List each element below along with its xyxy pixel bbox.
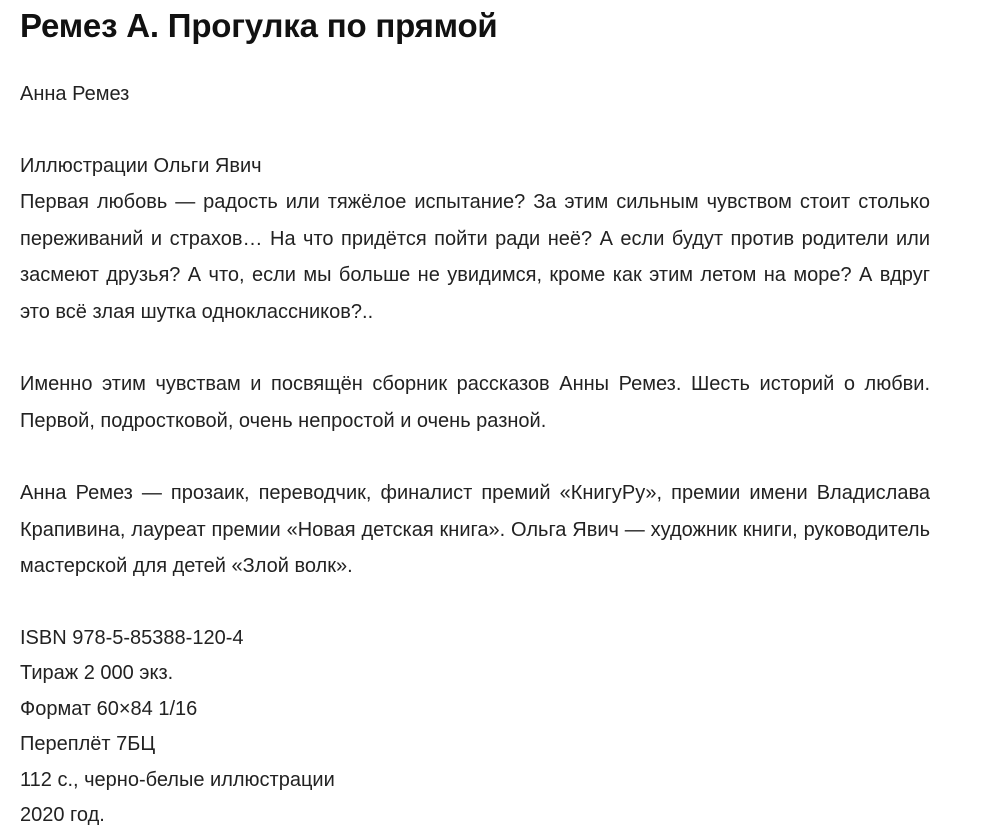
description-paragraph-1: Первая любовь — радость или тяжёлое испытание? За этим сильным чувством стоит столько переживаний и страхов… На что придётся пойти ради неё? А если будут против родители или засмеют друзья? А что, если мы больше не увидимся, кроме как этим летом на море? А вдруг это всё злая шутка одноклассников?.. [20,184,930,330]
publication-year: 2020 год. [20,798,930,834]
isbn: ISBN 978-5-85388-120-4 [20,621,930,657]
page-count: 112 с., черно-белые иллюстрации [20,763,930,799]
illustrator-credit: Иллюстрации Ольги Явич [20,148,930,184]
binding: Переплёт 7БЦ [20,727,930,763]
print-run: Тираж 2 000 экз. [20,656,930,692]
page-title: Ремез А. Прогулка по прямой [20,0,930,46]
author-name: Анна Ремез [20,76,930,112]
publication-details [20,621,930,834]
description-paragraph-2: Именно этим чувствам и посвящён сборник рассказов Анны Ремез. Шесть историй о любви. Первой, подростковой, очень непростой и очень разной. [20,366,930,439]
description-paragraph-3: Анна Ремез — прозаик, переводчик, финалист премий «КнигуРу», премии имени Владислава Крапивина, лауреат премии «Новая детская книга». Ольга Явич — художник книги, руководитель мастерской для детей «Злой волк». [20,475,930,585]
format: Формат 60×84 1/16 [20,692,930,728]
